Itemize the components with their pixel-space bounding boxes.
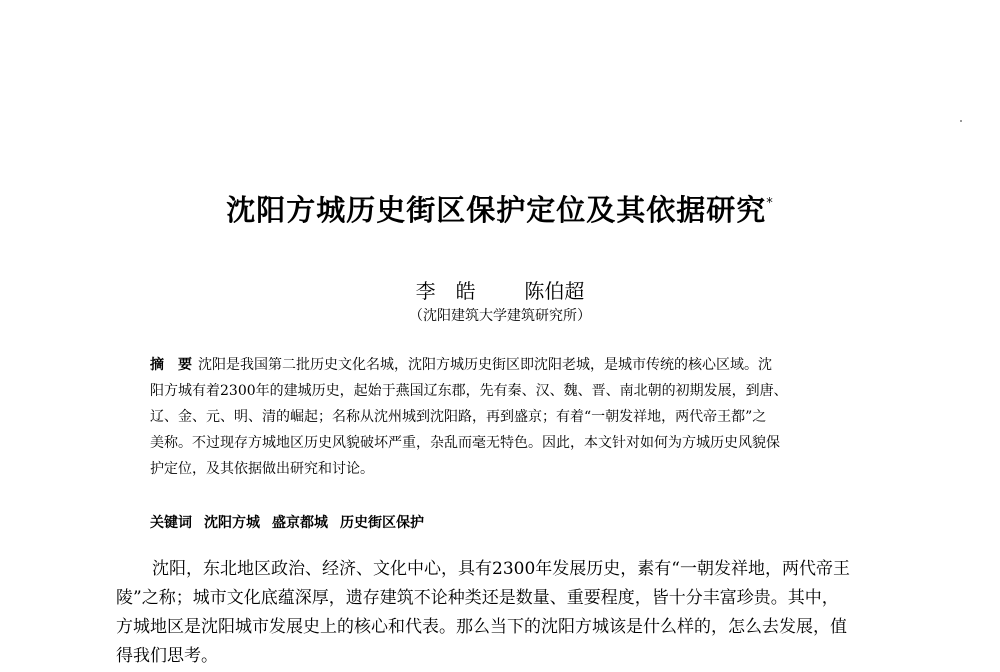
keyword: 历史街区保护: [340, 515, 424, 531]
affiliation: （沈阳建筑大学建筑研究所）: [409, 308, 591, 324]
body-line: 得我们思考。: [116, 646, 218, 666]
abstract-text: 沈阳是我国第二批历史文化名城，沈阳方城历史街区即沈阳老城，是城市传统的核心区域。沈: [198, 357, 772, 373]
keywords: [150, 510, 850, 536]
body-line: 沈阳，东北地区政治、经济、文化中心，具有2300年发展历史，素有“一朝发祥地，两代帝王: [152, 559, 850, 579]
keywords-label: 关键词: [150, 515, 192, 531]
abstract-line: 护定位，及其依据做出研究和讨论。: [150, 461, 374, 477]
abstract-line: 辽、金、元、明、清的崛起；名称从沈州城到沈阳路，再到盛京；有着“一朝发祥地，两代帝王都”之: [150, 409, 767, 425]
title-footnote-mark: *: [766, 196, 774, 212]
abstract-label: 摘 要: [150, 357, 192, 373]
abstract-line: [150, 352, 850, 378]
abstract-line: 阳方城有着2300年的建城历史，起始于燕国辽东郡，先有秦、汉、魏、晋、南北朝的初期发展，到唐、: [150, 383, 788, 399]
body-paragraph: [116, 555, 886, 671]
body-line: 陵”之称；城市文化底蕴深厚，遗存建筑不论种类还是数量、重要程度，皆十分丰富珍贵。其中，: [116, 588, 839, 608]
author-name: 李 皓: [415, 279, 476, 303]
body-line: 方城地区是沈阳城市发展史上的核心和代表。那么当下的沈阳方城该是什么样的，怎么去发展，值: [116, 617, 847, 637]
scan-speck: [960, 120, 962, 122]
paper-title-text: 沈阳方城历史街区保护定位及其依据研究: [226, 193, 767, 227]
keyword: 盛京都城: [272, 515, 328, 531]
abstract-line: 美称。不过现存方城地区历史风貌破坏严重，杂乱而毫无特色。因此，本文针对如何为方城历史风貌保: [150, 435, 780, 451]
author-name: 陈伯超: [524, 279, 585, 303]
abstract: [150, 352, 850, 482]
author-list: [0, 275, 1000, 304]
keyword: 沈阳方城: [204, 515, 260, 531]
paper-title: [0, 188, 1000, 229]
